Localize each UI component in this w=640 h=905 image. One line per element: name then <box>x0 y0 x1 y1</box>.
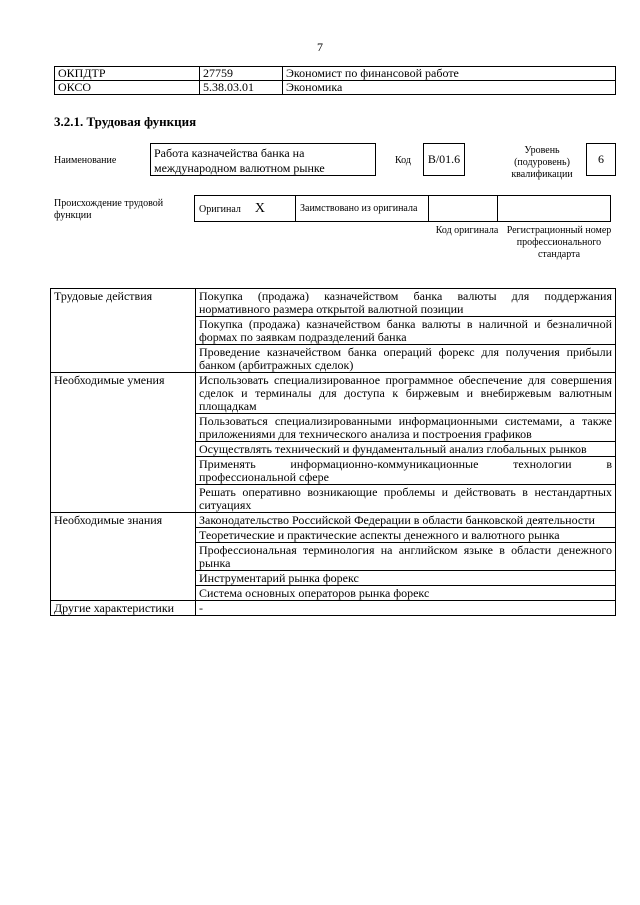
table-cell: Инструментарий рынка форекс <box>196 571 616 586</box>
row-label: Необходимые знания <box>51 513 196 601</box>
name-label: Наименование <box>54 155 117 166</box>
table-row <box>51 601 616 616</box>
borrowed-label: Заимствовано из оригинала <box>296 196 429 222</box>
table-row <box>55 67 616 81</box>
origin-original-cell <box>195 196 296 222</box>
table-cell: Законодательство Российской Федерации в области банковской деятельности <box>196 513 616 528</box>
row-label: Необходимые умения <box>51 373 196 513</box>
code-label: ОКПДТР <box>55 67 200 81</box>
labor-function-table <box>50 288 616 616</box>
code-original-cell <box>429 196 498 222</box>
code-value: 5.38.03.01 <box>200 81 283 95</box>
table-cell: Покупка (продажа) казначейством банка валюты для поддержания нормативного размера открытой валютной позиции <box>196 289 616 317</box>
table-cell: Теоретические и практические аспекты денежного и валютного рынка <box>196 528 616 543</box>
reg-number-cell <box>498 196 611 222</box>
function-code-box: B/01.6 <box>423 143 465 176</box>
original-mark: X <box>254 200 266 216</box>
table-row <box>51 289 616 317</box>
table-cell: - <box>196 601 616 616</box>
table-cell: Пользоваться специализированными информационными системами, а также приложениями для технического анализа и построения графиков <box>196 414 616 442</box>
code-label: ОКСО <box>55 81 200 95</box>
table-row <box>195 196 611 222</box>
table-cell: Система основных операторов рынка форекс <box>196 586 616 601</box>
table-cell: Использовать специализированное программное обеспечение для совершения сделок и терминалы для доступа к биржевым и внебиржевым валютным площадкам <box>196 373 616 414</box>
classification-codes-table <box>54 66 616 95</box>
table-cell: Решать оперативно возникающие проблемы и действовать в нестандартных ситуациях <box>196 485 616 513</box>
code-name: Экономика <box>283 81 616 95</box>
code-label: Код <box>395 155 411 166</box>
section-title: 3.2.1. Трудовая функция <box>54 114 197 129</box>
qualification-level-label: Уровень (подуровень) квалификации <box>511 145 573 180</box>
row-label: Другие характеристики <box>51 601 196 616</box>
table-cell: Покупка (продажа) казначейством банка валюты в наличной и безналичной формах по заявкам подразделений банка <box>196 317 616 345</box>
function-name-box: Работа казначейства банка на международном валютном рынке <box>150 143 376 176</box>
row-label: Трудовые действия <box>51 289 196 373</box>
code-value: 27759 <box>200 67 283 81</box>
origin-label: Происхождение трудовой функции <box>54 198 164 221</box>
origin-table <box>194 195 611 222</box>
table-cell: Осуществлять технический и фундаментальный анализ глобальных рынков <box>196 442 616 457</box>
table-row <box>51 513 616 528</box>
code-original-label: Код оригинала <box>435 225 499 236</box>
table-row <box>55 81 616 95</box>
qualification-level-box: 6 <box>586 143 616 176</box>
original-label: Оригинал <box>199 203 241 215</box>
table-cell: Проведение казначейством банка операций форекс для получения прибыли банком (арбитражных сделок) <box>196 345 616 373</box>
code-name: Экономист по финансовой работе <box>283 67 616 81</box>
table-cell: Применять информационно-коммуникационные технологии в профессиональной сфере <box>196 457 616 485</box>
table-row <box>51 373 616 414</box>
page-number: 7 <box>317 40 323 54</box>
reg-number-label: Регистрационный номер профессионального стандарта <box>506 225 612 260</box>
table-cell: Профессиональная терминология на английском языке в области денежного рынка <box>196 543 616 571</box>
